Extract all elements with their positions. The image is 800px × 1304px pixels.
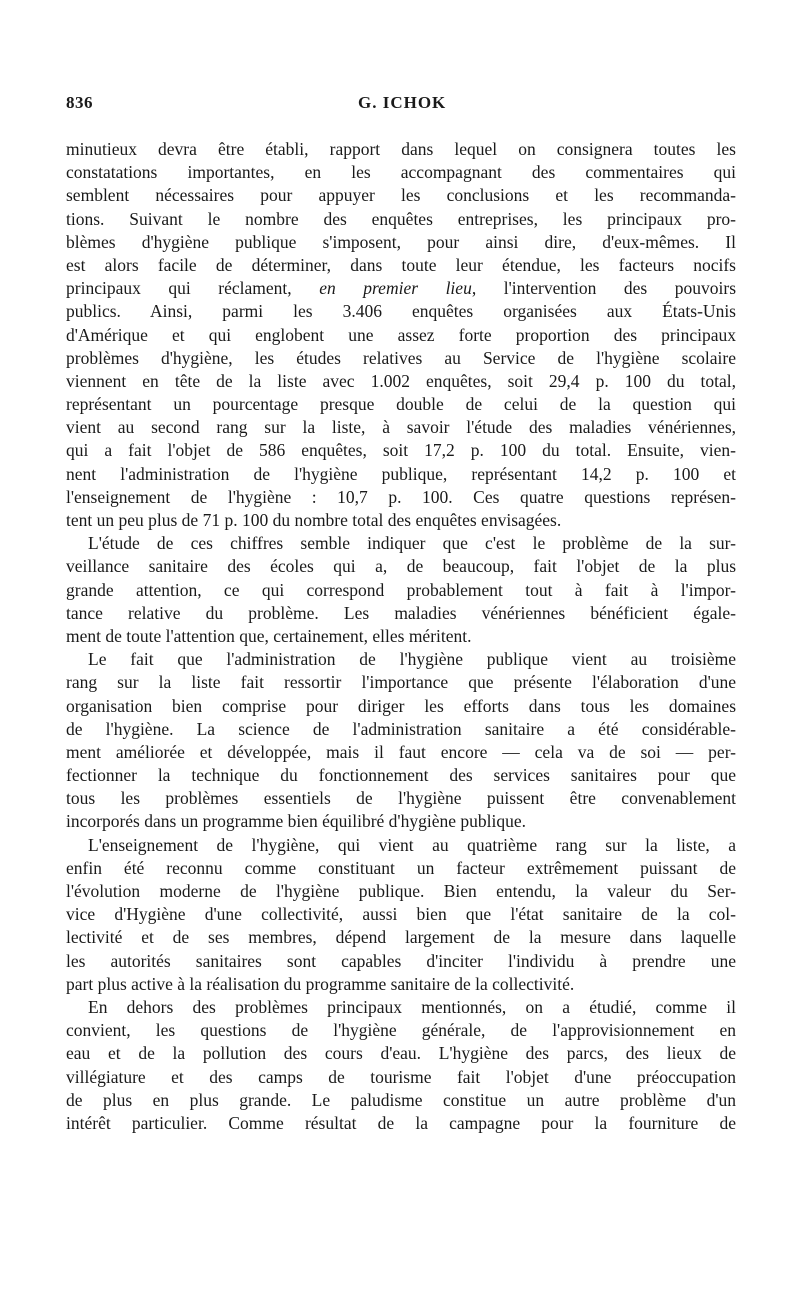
text-line: fectionner la technique du fonctionnement des services sanitaires pour que [66, 765, 736, 786]
text-line: est alors facile de déterminer, dans toute leur étendue, les facteurs nocifs [66, 254, 736, 275]
page-number: 836 [66, 93, 93, 112]
text-line: de l'hygiène. La science de l'administration sanitaire a été considérable- [66, 718, 736, 739]
text-line: lectivité et de ses membres, dépend largement de la mesure dans laquelle [66, 927, 736, 948]
text-line: l'évolution moderne de l'hygiène publique. Bien entendu, la valeur du Ser- [66, 881, 736, 901]
text-line: nent l'administration de l'hygiène publique, représentant 14,2 p. 100 et [66, 463, 736, 484]
italic-phrase: en premier lieu [319, 278, 472, 299]
text-line: incorporés dans un programme bien équilibré d'hygiène publique. [66, 811, 526, 832]
text-line: L'étude de ces chiffres semble indiquer que c'est le problème de la sur- [88, 533, 736, 554]
text-line: publics. Ainsi, parmi les 3.406 enquêtes organisées aux États-Unis [66, 301, 736, 322]
text-line: vice d'Hygiène d'une collectivité, aussi bien que l'état sanitaire de la col- [66, 904, 736, 925]
text-line: En dehors des problèmes principaux mentionnés, on a étudié, comme il [88, 996, 736, 1017]
text-line: minutieux devra être établi, rapport dans lequel on consignera toutes les [66, 139, 736, 159]
running-head-author: G. ICHOK [358, 93, 447, 112]
text-line: tions. Suivant le nombre des enquêtes entreprises, les principaux pro- [66, 208, 736, 229]
text-line: représentant un pourcentage presque double de celui de la question qui [66, 394, 736, 415]
text-line: d'Amérique et qui englobent une assez forte proportion des principaux [66, 324, 736, 345]
text-line: blèmes d'hygiène publique s'imposent, pour ainsi dire, d'eux-mêmes. Il [66, 231, 736, 252]
text-line: enfin été reconnu comme constituant un facteur extrêmement puissant de [66, 857, 736, 878]
text-line: organisation bien comprise pour diriger les efforts dans tous les domaines [66, 695, 736, 716]
text-line: grande attention, ce qui correspond probablement tout à fait à l'impor- [66, 579, 736, 600]
text-line: tous les problèmes essentiels de l'hygiène puissent être convenablement [66, 788, 736, 809]
text-line: rang sur la liste fait ressortir l'importance que présente l'élaboration d'une [66, 672, 736, 693]
text-line: intérêt particulier. Comme résultat de la campagne pour la fourniture de [66, 1112, 736, 1133]
text-line: veillance sanitaire des écoles qui a, de beaucoup, fait l'objet de la plus [66, 556, 736, 577]
text-line: viennent en tête de la liste avec 1.002 enquêtes, soit 29,4 p. 100 du total, [66, 370, 736, 391]
text-line: ment de toute l'attention que, certainement, elles méritent. [66, 625, 472, 646]
text-line: problèmes d'hygiène, les études relatives au Service de l'hygiène scolaire [66, 347, 736, 368]
body-text [66, 138, 736, 1135]
text-line: ment améliorée et développée, mais il faut encore — cela va de soi — per- [66, 741, 736, 762]
text-line: semblent nécessaires pour appuyer les conclusions et les recommanda- [66, 185, 736, 206]
text-line: part plus active à la réalisation du programme sanitaire de la collectivité. [66, 973, 575, 994]
text-line: eau et de la pollution des cours d'eau. L'hygiène des parcs, des lieux de [66, 1043, 736, 1064]
text-line: principaux qui réclament, en premier lieu, l'intervention des pouvoirs [66, 278, 736, 299]
text-line: tent un peu plus de 71 p. 100 du nombre total des enquêtes envisagées. [66, 510, 562, 530]
text-line: tance relative du problème. Les maladies vénériennes bénéficient égale- [66, 602, 736, 623]
text-line: convient, les questions de l'hygiène générale, de l'approvisionnement en [66, 1020, 736, 1041]
text-line: qui a fait l'objet de 586 enquêtes, soit 17,2 p. 100 du total. Ensuite, vien- [66, 440, 736, 461]
text-line: les autorités sanitaires sont capables d'inciter l'individu à prendre une [66, 950, 736, 971]
text-line: constatations importantes, en les accompagnant des commentaires qui [66, 162, 736, 183]
text-line: Le fait que l'administration de l'hygiène publique vient au troisième [88, 649, 736, 670]
text-line: L'enseignement de l'hygiène, qui vient au quatrième rang sur la liste, a [88, 834, 736, 855]
text-line: l'enseignement de l'hygiène : 10,7 p. 100. Ces quatre questions représen- [66, 486, 736, 507]
text-line: vient au second rang sur la liste, à savoir l'étude des maladies vénériennes, [66, 417, 736, 438]
text-line: villégiature et des camps de tourisme fait l'objet d'une préoccupation [66, 1066, 736, 1087]
text-line: de plus en plus grande. Le paludisme constitue un autre problème d'un [66, 1089, 736, 1110]
running-head [66, 93, 736, 117]
